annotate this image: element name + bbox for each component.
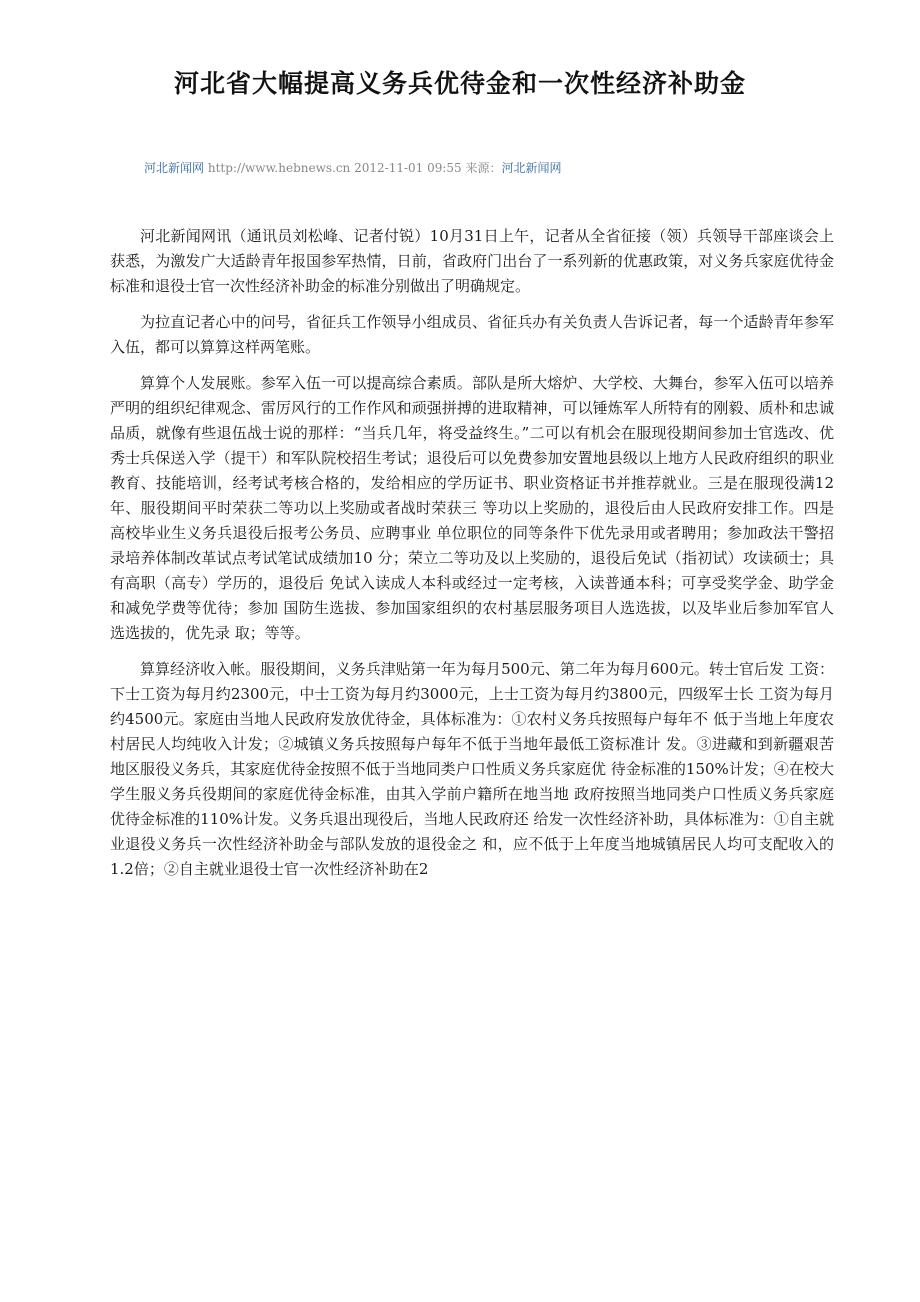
publish-datetime: 2012-11-01 09:55 [354,161,462,175]
paragraph-two-accounts: 为拉直记者心中的问号，省征兵工作领导小组成员、省征兵办有关负责人告诉记者，每一个适龄青年参军入伍，都可以算算这样两笔账。 [110,313,834,356]
site-name-link[interactable]: 河北新闻网 [144,161,205,175]
article-meta [144,159,562,176]
source-name-link[interactable]: 河北新闻网 [501,161,562,175]
paragraph-personal-development: 算算个人发展账。参军入伍一可以提高综合素质。部队是所大熔炉、大学校、大舞台，参军入伍可以培养严明的组织纪律观念、雷厉风行的工作作风和顽强拼搏的进取精神，可以锤炼军人所特有的刚毅、质朴和忠诚品质，就像有些退伍战士说的那样：“当兵几年，将受益终生。”二可以有机会在服现役期间参加士官选改、优秀士兵保送入学（提干）和军队院校招生考试；退役后可以免费参加安置地县级以上地方人民政府组织的职业教育、技能培训，经考试考核合格的，发给相应的学历证书、职业资格证书并推荐就业。三是在服现役满12年、服役期间平时荣获二等功以上奖励或者战时荣获三 等功以上奖励的，退役后由人民政府安排工作。四是高校毕业生义务兵退役后报考公务员、应聘事业 单位职位的同等条件下优先录用或者聘用；参加政法干警招录培养体制改革试点考试笔试成绩加10 分；荣立二等功及以上奖励的，退役后免试（指初试）攻读硕士；具有高职（高专）学历的，退役后 免试入读成人本科或经过一定考核，入读普通本科；可享受奖学金、助学金和减免学费等优待；参加 国防生选拔、参加国家组织的农村基层服务项目人选选拔，以及毕业后参加军官人选选拔的，优先录 取；等等。 [110,374,834,642]
paragraph-intro: 河北新闻网讯（通讯员刘松峰、记者付锐）10月31日上午，记者从全省征接（领）兵领导干部座谈会上获悉，为激发广大适龄青年报国参军热情，日前，省政府门出台了一系列新的优惠政策，对义务兵家庭优待金标准和退役士官一次性经济补助金的标准分别做出了明确规定。 [110,227,834,295]
article-body [110,224,834,893]
source-label: 来源： [465,161,502,175]
site-url: http://www.hebnews.cn [207,161,351,175]
paragraph-economic-income: 算算经济收入帐。服役期间，义务兵津贴第一年为每月500元、第二年为每月600元。转士官后发 工资：下士工资为每月约2300元，中士工资为每月约3000元，上士工资为每月约3800元，四级军士长 工资为每月约4500元。家庭由当地人民政府发放优待金，具体标准为：①农村义务兵按照每户每年不 低于当地上年度农村居民人均纯收入计发；②城镇义务兵按照每户每年不低于当地年最低工资标准计 发。③进藏和到新疆艰苦地区服役义务兵，其家庭优待金按照不低于当地同类户口性质义务兵家庭优 待金标准的150%计发；④在校大学生服义务兵役期间的家庭优待金标准，由其入学前户籍所在地当地 政府按照当地同类户口性质义务兵家庭优待金标准的110%计发。义务兵退出现役后，当地人民政府还 给发一次性经济补助，具体标准为：①自主就业退役义务兵一次性经济补助金与部队发放的退役金之 和，应不低于上年度当地城镇居民人均可支配收入的1.2倍；②自主就业退役士官一次性经济补助在2 [110,660,834,878]
article-title: 河北省大幅提高义务兵优待金和一次性经济补助金 [173,69,746,98]
